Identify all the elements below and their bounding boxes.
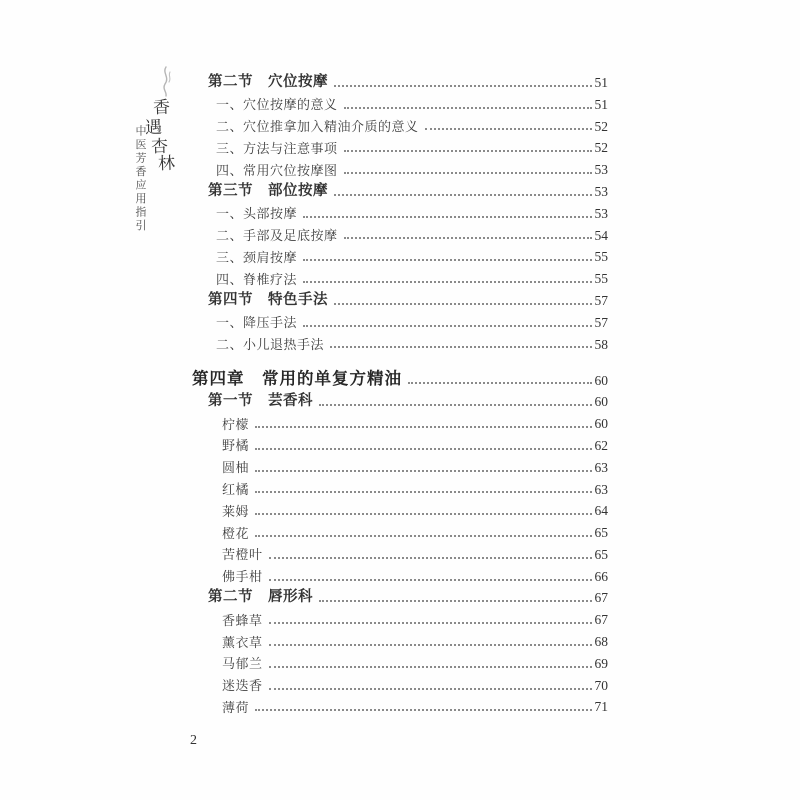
toc-entry-label: 二、穴位推拿加入精油介质的意义 <box>216 119 419 135</box>
toc-entry-label: 四、常用穴位按摩图 <box>216 162 338 178</box>
dot-leader <box>344 172 592 174</box>
toc-entry <box>192 243 608 265</box>
toc-entry-page-number: 64 <box>594 503 608 519</box>
toc-entry-page-number: 69 <box>594 655 608 671</box>
toc-entry-page-number: 53 <box>594 205 608 221</box>
dot-leader <box>408 382 592 384</box>
toc-entry-page-number: 67 <box>594 590 608 606</box>
toc-entry-label: 四、脊椎疗法 <box>216 271 298 287</box>
toc-entry-page-number: 53 <box>594 162 608 178</box>
dot-leader <box>269 688 592 690</box>
toc-entry <box>192 222 608 244</box>
toc-entry-page-number: 65 <box>594 525 608 541</box>
toc-entry-page-number: 65 <box>594 546 608 562</box>
toc-entry <box>192 91 608 113</box>
toc-entry-label: 圆柚 <box>222 460 250 476</box>
dot-leader <box>255 491 591 493</box>
dot-leader <box>255 426 591 428</box>
toc-entry-label: 二、手部及足底按摩 <box>216 228 338 244</box>
dot-leader <box>425 128 592 130</box>
toc-entry <box>192 694 608 716</box>
brand-subtitle-vertical: 中医芳香应用指引 <box>134 125 146 233</box>
toc-entry-page-number: 60 <box>594 394 608 410</box>
toc-entry-label: 一、头部按摩 <box>216 206 298 222</box>
toc-entry-label: 薄荷 <box>222 700 250 716</box>
toc-entry <box>192 476 608 498</box>
toc-entry-label: 第四节 特色手法 <box>208 291 328 308</box>
dot-leader <box>344 237 592 239</box>
brand-char-2: 遇 <box>144 117 163 139</box>
toc-entry-page-number: 57 <box>594 314 608 330</box>
dot-leader <box>334 85 592 87</box>
toc-entry-page-number: 57 <box>594 292 608 308</box>
dot-leader <box>319 600 592 602</box>
dot-leader <box>255 709 591 711</box>
toc-entry-page-number: 66 <box>594 568 608 584</box>
toc-entry <box>192 200 608 222</box>
dot-leader <box>334 303 592 305</box>
toc-entry-label: 一、降压手法 <box>216 315 298 331</box>
toc-entry-label: 薰衣草 <box>222 634 263 650</box>
toc-entry-page-number: 70 <box>594 677 608 693</box>
toc-entry-label: 第二节 穴位按摩 <box>208 73 328 90</box>
dot-leader <box>255 448 591 450</box>
toc-entry <box>192 650 608 672</box>
toc-entry-label: 莱姆 <box>222 503 250 519</box>
toc-entry-label: 佛手柑 <box>222 569 263 585</box>
dot-leader <box>334 194 592 196</box>
toc-entry-label: 野橘 <box>222 438 250 454</box>
toc-entry <box>192 362 608 388</box>
toc-entry-page-number: 53 <box>594 183 608 199</box>
toc-entry <box>192 178 608 200</box>
dot-leader <box>269 579 592 581</box>
toc-entry-label: 迷迭香 <box>222 678 263 694</box>
toc-entry <box>192 563 608 585</box>
table-of-contents <box>192 69 608 715</box>
dot-leader <box>303 216 591 218</box>
toc-entry <box>192 519 608 541</box>
toc-entry-label: 柠檬 <box>222 416 250 432</box>
toc-entry-label: 第四章 常用的单复方精油 <box>192 369 402 389</box>
toc-entry-label: 苦橙叶 <box>222 547 263 563</box>
dot-leader <box>319 404 592 406</box>
toc-entry <box>192 454 608 476</box>
dot-leader <box>303 281 591 283</box>
dot-leader <box>344 107 592 109</box>
toc-entry-page-number: 67 <box>594 612 608 628</box>
dot-leader <box>269 644 592 646</box>
toc-entry <box>192 672 608 694</box>
dot-leader <box>255 470 591 472</box>
dot-leader <box>303 325 591 327</box>
toc-entry-page-number: 68 <box>594 634 608 650</box>
brand-char-4: 林 <box>157 153 176 175</box>
toc-entry-page-number: 60 <box>594 416 608 432</box>
toc-entry-page-number: 52 <box>594 118 608 134</box>
toc-entry <box>192 331 608 353</box>
toc-entry-label: 红橘 <box>222 482 250 498</box>
toc-entry-label: 马郁兰 <box>222 656 263 672</box>
toc-entry-label: 第三节 部位按摩 <box>208 182 328 199</box>
brand-char-3: 杏 <box>150 136 169 158</box>
toc-entry <box>192 432 608 454</box>
dot-leader <box>269 557 592 559</box>
brand-char-1: 香 <box>152 97 171 119</box>
toc-entry-page-number: 60 <box>594 372 608 388</box>
toc-entry <box>192 410 608 432</box>
toc-entry-page-number: 58 <box>594 336 608 352</box>
toc-entry-page-number: 63 <box>594 481 608 497</box>
toc-entry <box>192 541 608 563</box>
dot-leader <box>330 346 591 348</box>
toc-entry-label: 第一节 芸香科 <box>208 393 313 410</box>
dot-leader <box>255 535 591 537</box>
toc-entry-page-number: 52 <box>594 140 608 156</box>
toc-entry-page-number: 51 <box>594 96 608 112</box>
toc-entry <box>192 113 608 135</box>
toc-entry <box>192 388 608 410</box>
toc-entry <box>192 628 608 650</box>
toc-entry <box>192 606 608 628</box>
toc-entry <box>192 69 608 91</box>
toc-entry-page-number: 62 <box>594 437 608 453</box>
toc-entry-label: 一、穴位按摩的意义 <box>216 97 338 113</box>
toc-entry-label: 三、颈肩按摩 <box>216 249 298 265</box>
toc-entry-page-number: 71 <box>594 699 608 715</box>
dot-leader <box>255 513 591 515</box>
toc-entry-page-number: 55 <box>594 249 608 265</box>
toc-entry-page-number: 51 <box>594 74 608 90</box>
toc-entry-page-number: 54 <box>594 227 608 243</box>
toc-entry <box>192 134 608 156</box>
toc-entry-label: 第二节 唇形科 <box>208 589 313 606</box>
toc-entry <box>192 287 608 309</box>
toc-entry <box>192 585 608 607</box>
page-number: 2 <box>190 733 197 748</box>
toc-entry-label: 二、小儿退热手法 <box>216 337 325 353</box>
toc-entry <box>192 156 608 178</box>
toc-entry-page-number: 55 <box>594 271 608 287</box>
dot-leader <box>344 150 592 152</box>
toc-entry <box>192 309 608 331</box>
toc-entry <box>192 497 608 519</box>
dot-leader <box>269 666 592 668</box>
toc-entry-label: 香蜂草 <box>222 612 263 628</box>
dot-leader <box>303 259 591 261</box>
toc-entry-label: 三、方法与注意事项 <box>216 140 338 156</box>
dot-leader <box>269 622 592 624</box>
toc-entry-label: 橙花 <box>222 525 250 541</box>
toc-entry <box>192 265 608 287</box>
toc-entry-page-number: 63 <box>594 459 608 475</box>
